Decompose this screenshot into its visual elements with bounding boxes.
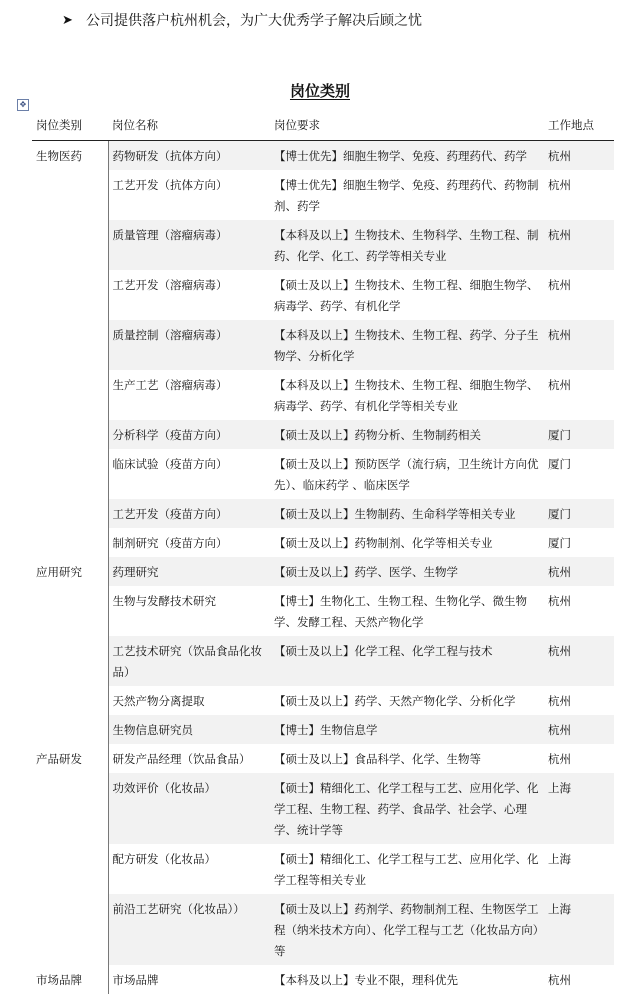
requirement-cell: 【硕士及以上】药物分析、生物制药相关 (270, 420, 544, 449)
job-name-cell: 工艺开发（抗体方向） (112, 178, 228, 192)
requirement-cell: 【博士】生物化工、生物工程、生物化学、微生物学、发酵工程、天然产物化学 (274, 594, 527, 629)
job-name-cell: 天然产物分离提取 (112, 694, 205, 708)
intro-text: 公司提供落户杭州机会，为广大优秀学子解决后顾之忧 (86, 13, 422, 29)
job-name-cell: 市场品牌 (112, 973, 159, 987)
table-row (32, 320, 614, 370)
table-header-row (32, 110, 614, 141)
category-cell: 应用研究 (32, 557, 108, 586)
requirement-cell: 【硕士及以上】生物制药、生命科学等相关专业 (270, 499, 544, 528)
job-name-cell: 配方研发（化妆品） (112, 852, 216, 866)
table-row (32, 170, 614, 220)
category-cell (32, 499, 108, 528)
requirement-cell: 【硕士及以上】化学工程、化学工程与技术 (270, 636, 544, 686)
location-cell: 杭州 (548, 973, 571, 987)
requirement-cell: 【硕士及以上】预防医学（流行病，卫生统计方向优先）、临床药学 、临床医学 (274, 457, 539, 492)
requirement-cell: 【硕士及以上】药剂学、药物制剂工程、生物医学工程（纳米技术方向）、化学工程与工艺（化妆品方向）等 (270, 894, 544, 965)
location-cell: 杭州 (548, 752, 571, 766)
category-cell (32, 270, 108, 320)
category-cell (32, 220, 108, 270)
job-name-cell: 研发产品经理（饮品食品） (112, 752, 251, 766)
requirement-cell: 【本科及以上】专业不限，理科优先 (274, 973, 458, 987)
table-row (32, 528, 614, 557)
table-row (32, 270, 614, 320)
requirement-cell: 【硕士及以上】药学、医学、生物学 (270, 557, 544, 586)
requirement-cell: 【本科及以上】生物技术、生物科学、生物工程、制药、化学、化工、药学等相关专业 (270, 220, 544, 270)
location-cell: 上海 (544, 894, 614, 965)
location-cell: 厦门 (548, 457, 571, 471)
location-cell: 杭州 (548, 278, 571, 292)
section-title-text: 岗位类别 (289, 82, 350, 100)
requirement-cell: 【硕士及以上】药学、天然产物化学、分析化学 (274, 694, 516, 708)
category-cell (32, 686, 108, 715)
location-cell: 杭州 (544, 636, 614, 686)
category-cell (32, 636, 108, 686)
table-row (32, 141, 614, 171)
category-cell (32, 170, 108, 220)
header-name: 岗位名称 (108, 110, 270, 141)
table-row (32, 744, 614, 773)
table-row (32, 715, 614, 744)
category-cell (32, 844, 108, 894)
job-name-cell: 前沿工艺研究（化妆品）） (108, 894, 270, 965)
location-cell: 上海 (548, 852, 571, 866)
job-name-cell: 质量控制（溶瘤病毒） (108, 320, 270, 370)
location-cell: 杭州 (544, 220, 614, 270)
requirement-cell: 【博士】生物信息学 (270, 715, 544, 744)
table-row (32, 965, 614, 994)
category-cell: 市场品牌 (32, 965, 108, 994)
job-name-cell: 生物信息研究员 (108, 715, 270, 744)
table-row (32, 370, 614, 420)
location-cell: 上海 (544, 773, 614, 844)
section-title (0, 80, 640, 101)
requirement-cell: 【博士优先】细胞生物学、免疫、药理药代、药学 (270, 141, 544, 171)
requirement-cell: 【硕士及以上】食品科学、化学、生物等 (274, 752, 481, 766)
table-row (32, 894, 614, 965)
category-cell (32, 370, 108, 420)
intro-bullet (62, 10, 422, 30)
table-move-handle-icon[interactable]: ✥ (17, 99, 29, 111)
arrow-bullet-icon: ➤ (62, 12, 73, 28)
table-row (32, 557, 614, 586)
table-row (32, 449, 614, 499)
job-name-cell: 分析科学（疫苗方向） (108, 420, 270, 449)
requirement-cell: 【硕士及以上】药物制剂、化学等相关专业 (274, 536, 493, 550)
job-name-cell: 工艺开发（疫苗方向） (108, 499, 270, 528)
category-cell (32, 420, 108, 449)
table-row (32, 773, 614, 844)
job-name-cell: 生产工艺（溶瘤病毒） (112, 378, 228, 392)
requirement-cell: 【本科及以上】生物技术、生物工程、药学、分子生物学、分析化学 (270, 320, 544, 370)
category-cell (32, 894, 108, 965)
category-cell: 生物医药 (32, 141, 108, 171)
location-cell: 杭州 (544, 320, 614, 370)
header-location: 工作地点 (544, 110, 614, 141)
job-name-cell: 药理研究 (108, 557, 270, 586)
header-requirement: 岗位要求 (270, 110, 544, 141)
location-cell: 杭州 (544, 715, 614, 744)
location-cell: 杭州 (548, 378, 571, 392)
jobs-table (32, 110, 614, 994)
table-row (32, 220, 614, 270)
category-cell: 产品研发 (32, 744, 108, 773)
category-cell (32, 715, 108, 744)
location-cell: 杭州 (548, 694, 571, 708)
requirement-cell: 【硕士】精细化工、化学工程与工艺、应用化学、化学工程等相关专业 (274, 852, 539, 887)
category-cell (32, 449, 108, 499)
requirement-cell: 【本科及以上】生物技术、生物工程、细胞生物学、病毒学、药学、有机化学等相关专业 (274, 378, 539, 413)
category-cell (32, 773, 108, 844)
job-name-cell: 生物与发酵技术研究 (112, 594, 216, 608)
job-name-cell: 功效评价（化妆品） (108, 773, 270, 844)
location-cell: 杭州 (544, 141, 614, 171)
table-row (32, 686, 614, 715)
category-cell (32, 586, 108, 636)
location-cell: 杭州 (548, 178, 571, 192)
category-cell (32, 320, 108, 370)
table-row (32, 586, 614, 636)
location-cell: 杭州 (544, 557, 614, 586)
requirement-cell: 【硕士及以上】生物技术、生物工程、细胞生物学、病毒学、药学、有机化学 (274, 278, 539, 313)
table-row (32, 636, 614, 686)
job-name-cell: 制剂研究（疫苗方向） (112, 536, 228, 550)
table-row (32, 499, 614, 528)
location-cell: 厦门 (544, 499, 614, 528)
table-row (32, 844, 614, 894)
table-row (32, 420, 614, 449)
location-cell: 厦门 (548, 536, 571, 550)
requirement-cell: 【硕士】精细化工、化学工程与工艺、应用化学、化学工程、生物工程、药学、食品学、社会学、心理学、统计学等 (270, 773, 544, 844)
job-name-cell: 工艺技术研究（饮品食品化妆品） (108, 636, 270, 686)
job-name-cell: 质量管理（溶瘤病毒） (108, 220, 270, 270)
job-name-cell: 药物研发（抗体方向） (108, 141, 270, 171)
job-name-cell: 工艺开发（溶瘤病毒） (112, 278, 228, 292)
location-cell: 杭州 (548, 594, 571, 608)
header-category: 岗位类别 (32, 110, 108, 141)
requirement-cell: 【博士优先】细胞生物学、免疫、药理药代、药物制剂、药学 (274, 178, 539, 213)
job-name-cell: 临床试验（疫苗方向） (112, 457, 228, 471)
category-cell (32, 528, 108, 557)
location-cell: 厦门 (544, 420, 614, 449)
